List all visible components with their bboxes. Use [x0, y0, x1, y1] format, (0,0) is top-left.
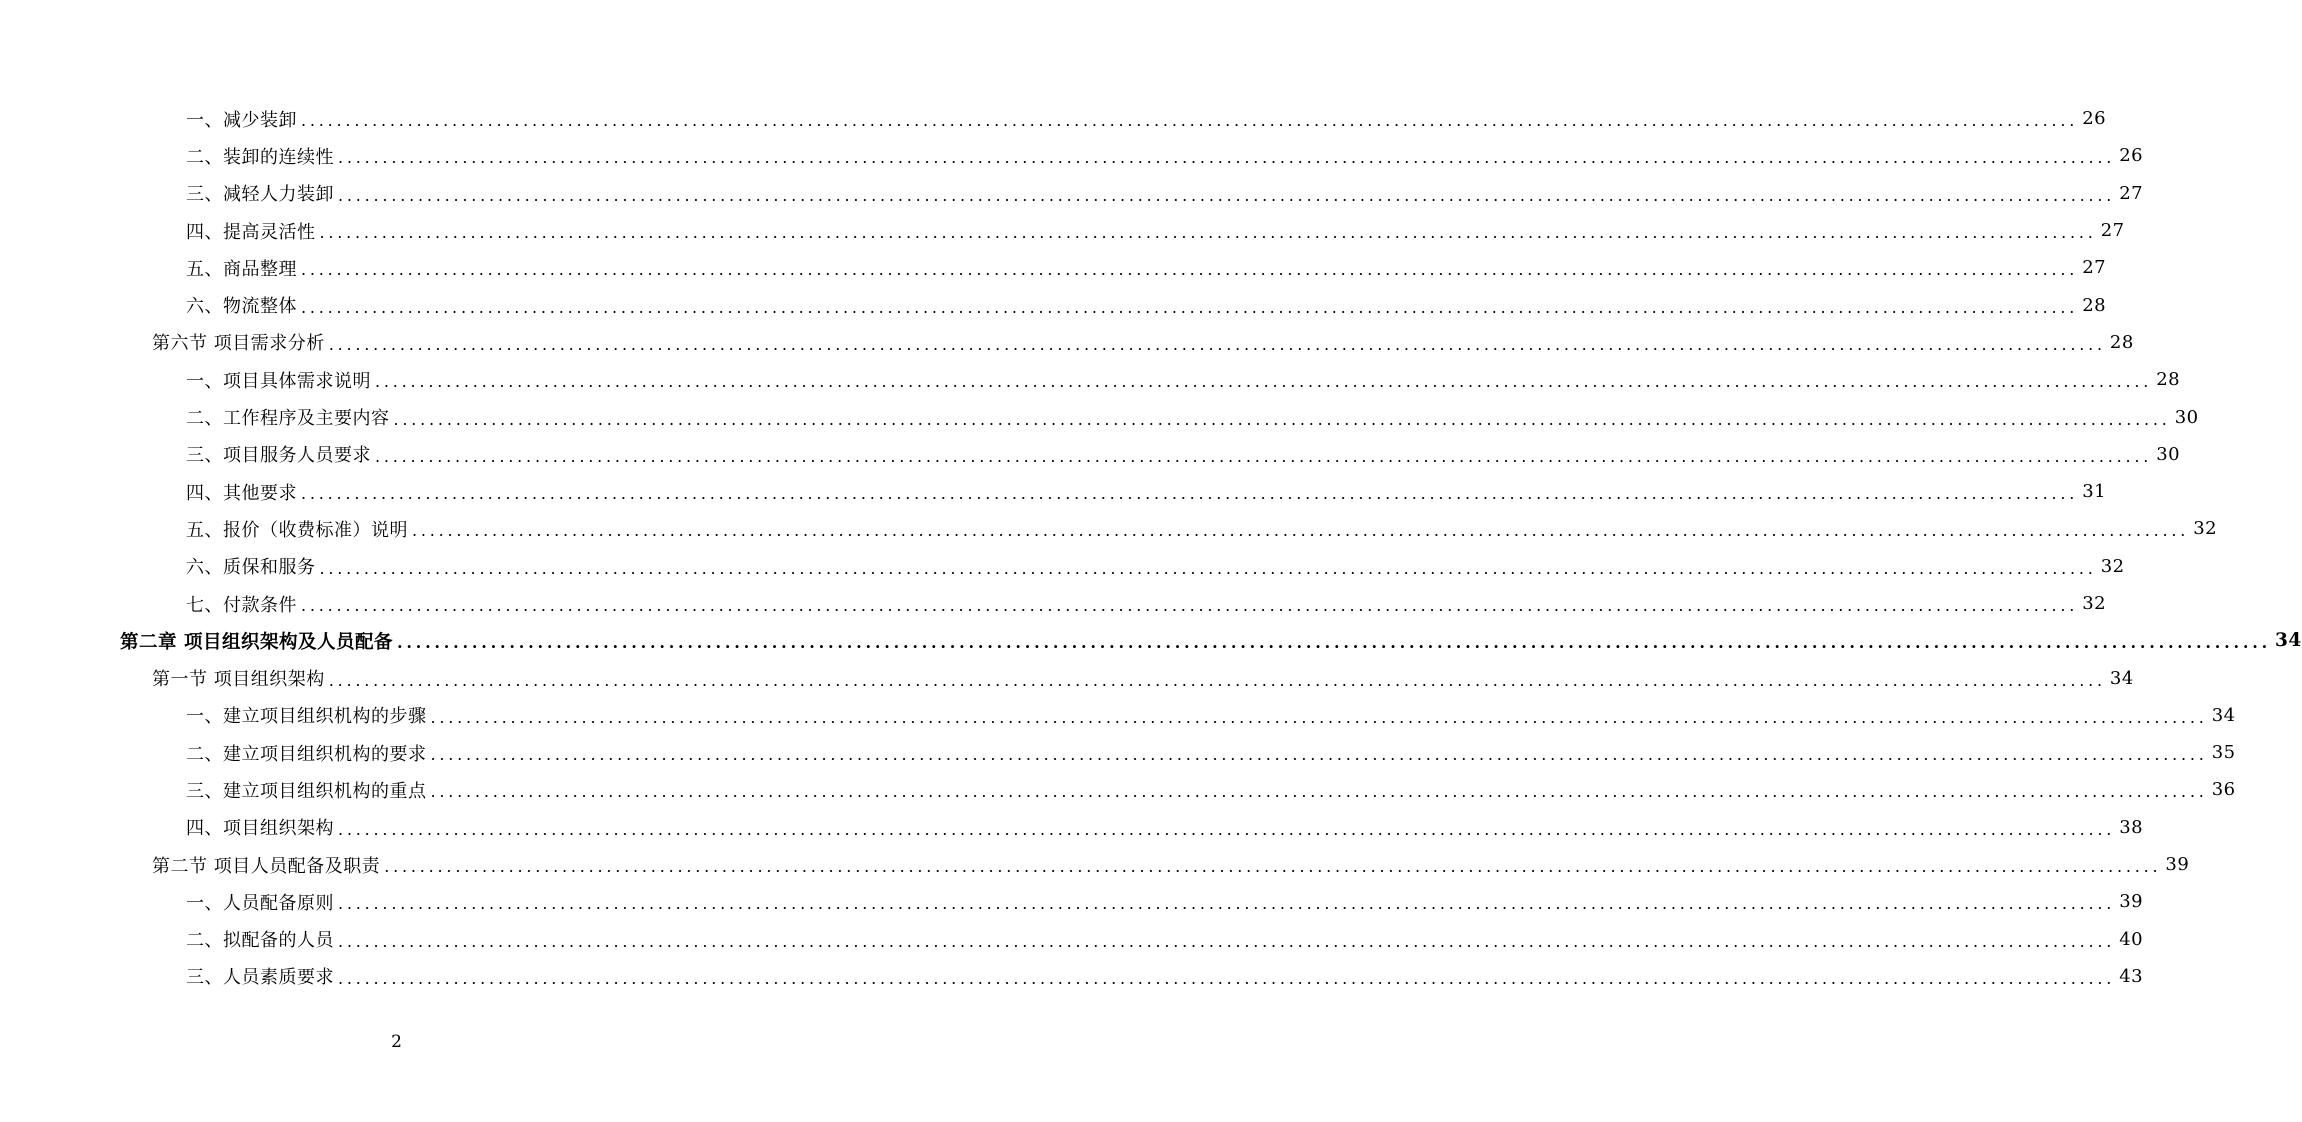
toc-entry[interactable] [0, 958, 2144, 995]
dot-leader: ........................................................................................................................................................................................................ [396, 633, 2272, 653]
toc-entry-title: 三、建立项目组织机构的重点 [186, 780, 427, 802]
toc-entry-page-number: 35 [2211, 742, 2236, 764]
toc-entry-title: 二、拟配备的人员 [186, 930, 334, 952]
dot-leader: ........................................................................................................................................................................................................ [301, 260, 2079, 280]
toc-entry-title: 四、项目组织架构 [186, 818, 334, 840]
dot-leader: ........................................................................................................................................................................................................ [301, 484, 2079, 504]
toc-entry-title: 第六节 项目需求分析 [152, 333, 325, 355]
dot-leader: ........................................................................................................................................................................................................ [319, 223, 2097, 243]
toc-entry[interactable] [0, 548, 2125, 585]
dot-leader: ........................................................................................................................................................................................................ [338, 931, 2116, 951]
toc-entry-page-number: 36 [2211, 779, 2236, 801]
toc-entry-title: 四、提高灵活性 [186, 221, 316, 243]
toc-entry-title: 第二章 项目组织架构及人员配备 [120, 631, 393, 653]
toc-entry[interactable] [0, 809, 2144, 846]
toc-entry[interactable] [0, 398, 2199, 435]
toc-entry-title: 五、商品整理 [186, 258, 297, 280]
toc-entry-page-number: 43 [2119, 965, 2144, 987]
toc-entry-page-number: 27 [2100, 220, 2125, 242]
toc-entry-title: 六、质保和服务 [186, 557, 316, 579]
toc-entry-page-number: 30 [2156, 443, 2181, 465]
toc-entry-page-number: 34 [2109, 667, 2134, 689]
toc-entry-title: 五、报价（收费标准）说明 [186, 519, 408, 541]
toc-entry-page-number: 34 [2275, 630, 2302, 652]
toc-entry[interactable] [0, 436, 2181, 473]
toc-entry-title: 二、建立项目组织机构的要求 [186, 743, 427, 765]
dot-leader: ........................................................................................................................................................................................................ [338, 894, 2116, 914]
toc-entry[interactable] [0, 771, 2236, 808]
toc-entry-title: 四、其他要求 [186, 482, 297, 504]
toc-entry[interactable] [0, 697, 2236, 734]
dot-leader: ........................................................................................................................................................................................................ [338, 968, 2116, 988]
dot-leader: ........................................................................................................................................................................................................ [319, 558, 2097, 578]
toc-entry-page-number: 39 [2165, 854, 2190, 876]
dot-leader: ........................................................................................................................................................................................................ [393, 409, 2171, 429]
dot-leader: ........................................................................................................................................................................................................ [338, 148, 2116, 168]
dot-leader: ........................................................................................................................................................................................................ [430, 707, 2208, 727]
toc-entry-page-number: 34 [2211, 704, 2236, 726]
toc-entry[interactable] [0, 473, 2107, 510]
toc-entry[interactable] [0, 585, 2107, 622]
toc-entry-title: 二、装卸的连续性 [186, 146, 334, 168]
toc-entry-title: 三、人员素质要求 [186, 967, 334, 989]
dot-leader: ........................................................................................................................................................................................................ [384, 857, 2162, 877]
toc-entry[interactable] [0, 286, 2107, 323]
toc-entry-title: 第一节 项目组织架构 [152, 669, 325, 691]
dot-leader: ........................................................................................................................................................................................................ [430, 782, 2208, 802]
toc-entry-title: 六、物流整体 [186, 296, 297, 318]
table-of-contents [0, 100, 2302, 995]
toc-entry-title: 一、项目具体需求说明 [186, 370, 371, 392]
toc-entry-page-number: 38 [2119, 816, 2144, 838]
toc-entry-page-number: 27 [2082, 257, 2107, 279]
toc-entry[interactable] [0, 921, 2144, 958]
toc-entry-title: 二、工作程序及主要内容 [186, 408, 390, 430]
toc-entry[interactable] [0, 361, 2181, 398]
toc-entry-title: 一、人员配备原则 [186, 892, 334, 914]
dot-leader: ........................................................................................................................................................................................................ [375, 446, 2153, 466]
toc-entry-page-number: 32 [2193, 518, 2218, 540]
toc-entry[interactable] [0, 846, 2190, 883]
toc-entry-page-number: 39 [2119, 891, 2144, 913]
dot-leader: ........................................................................................................................................................................................................ [375, 372, 2153, 392]
toc-entry-title: 七、付款条件 [186, 594, 297, 616]
dot-leader: ........................................................................................................................................................................................................ [328, 670, 2106, 690]
toc-entry-page-number: 32 [2082, 593, 2107, 614]
toc-entry-page-number: 26 [2082, 108, 2107, 130]
toc-entry[interactable] [0, 100, 2107, 137]
toc-entry-page-number: 27 [2119, 182, 2144, 204]
toc-entry[interactable] [0, 175, 2144, 212]
toc-entry[interactable] [0, 622, 2302, 659]
toc-entry-title: 一、减少装卸 [186, 109, 297, 131]
toc-entry-page-number: 30 [2174, 406, 2199, 428]
toc-entry-page-number: 32 [2100, 555, 2125, 577]
toc-entry-title: 三、减轻人力装卸 [186, 184, 334, 206]
toc-entry[interactable] [0, 883, 2144, 920]
dot-leader: ........................................................................................................................................................................................................ [430, 745, 2208, 765]
toc-entry-title: 三、项目服务人员要求 [186, 445, 371, 467]
dot-leader: ........................................................................................................................................................................................................ [338, 185, 2116, 205]
dot-leader: ........................................................................................................................................................................................................ [301, 596, 2079, 615]
toc-entry[interactable] [0, 510, 2218, 547]
toc-entry-title: 第二节 项目人员配备及职责 [152, 855, 381, 877]
toc-entry-page-number: 28 [2156, 369, 2181, 391]
toc-entry-page-number: 26 [2119, 145, 2144, 167]
footer-page-number: 2 [391, 1032, 402, 1052]
toc-entry[interactable] [0, 137, 2144, 174]
toc-entry[interactable] [0, 734, 2236, 771]
toc-entry[interactable] [0, 249, 2107, 286]
dot-leader: ........................................................................................................................................................................................................ [301, 297, 2079, 317]
dot-leader: ........................................................................................................................................................................................................ [328, 334, 2106, 354]
toc-entry-page-number: 28 [2109, 331, 2134, 353]
toc-entry-page-number: 31 [2082, 481, 2107, 503]
toc-entry[interactable] [0, 659, 2134, 696]
toc-entry-title: 一、建立项目组织机构的步骤 [186, 706, 427, 728]
dot-leader: ........................................................................................................................................................................................................ [301, 111, 2079, 131]
toc-entry-page-number: 40 [2119, 928, 2144, 950]
toc-entry[interactable] [0, 324, 2134, 361]
dot-leader: ........................................................................................................................................................................................................ [412, 521, 2190, 541]
toc-entry-page-number: 28 [2082, 294, 2107, 316]
dot-leader: ........................................................................................................................................................................................................ [338, 819, 2116, 839]
toc-entry[interactable] [0, 212, 2125, 249]
